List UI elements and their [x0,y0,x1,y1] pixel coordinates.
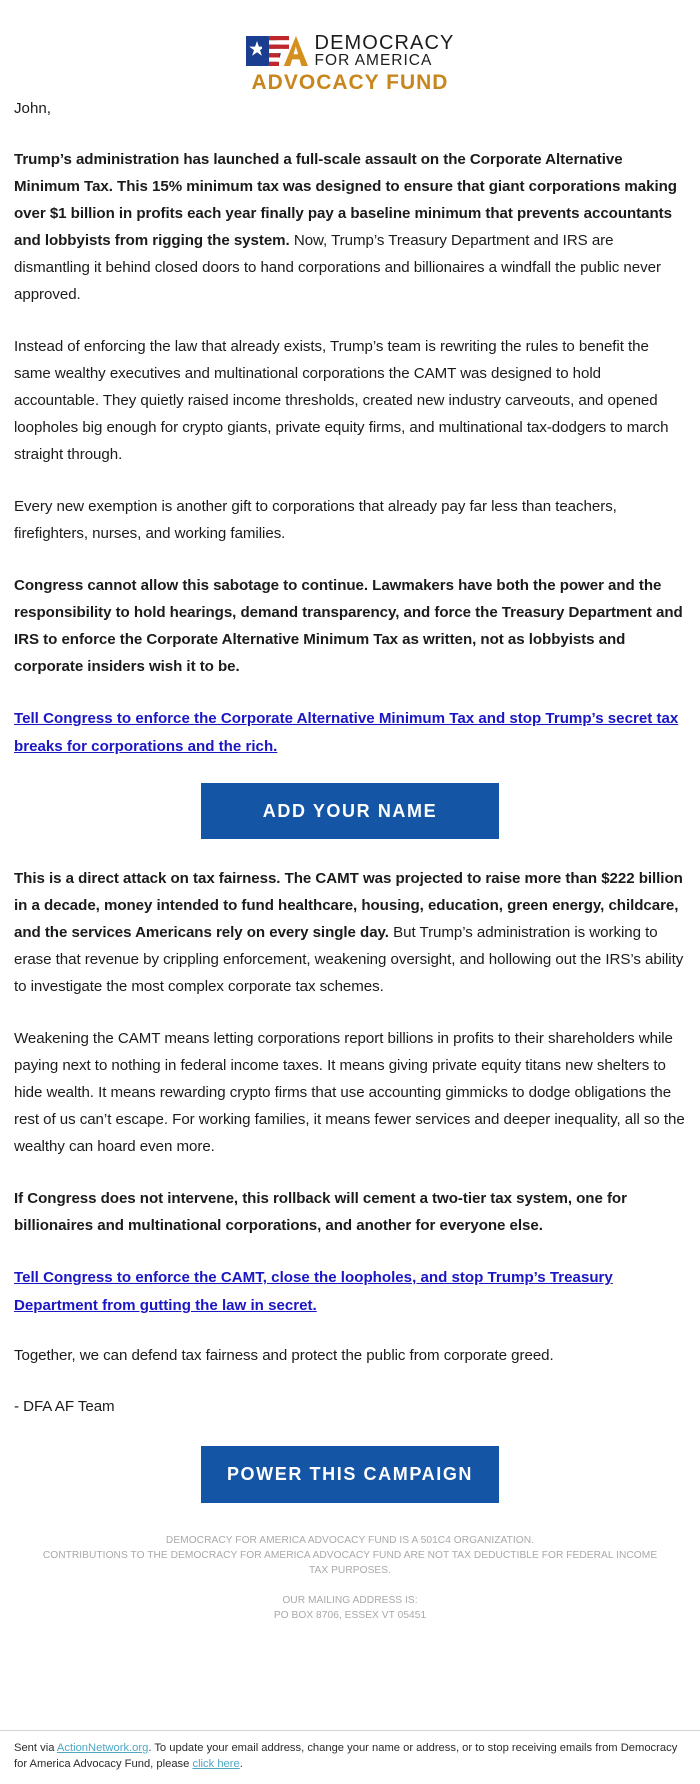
cta-row-secondary [14,1446,686,1503]
dfa-advocacy-fund-logo[interactable] [250,31,455,95]
paragraph-4-bold: Congress cannot allow this sabotage to continue. Lawmakers have both the power and the responsibility to hold hearings, demand transparency, and force the Treasury Department and IRS to enforce the Corporate Alternative Minimum Tax as written, not as lobbyists and corporate insiders wish it to be. [14,577,683,675]
legal-line-2: CONTRIBUTIONS TO THE DEMOCRACY FOR AMERICA ADVOCACY FUND ARE NOT TAX DEDUCTIBLE FOR FEDERAL INCOME TAX PURPOSES. [42,1550,658,1576]
paragraph-2: Instead of enforcing the law that already exists, Trump’s team is rewriting the rules to benefit the same wealthy executives and multinational corporations the CAMT was designed to hold accountable. They quietly raised income thresholds, created new industry carveouts, and opened loopholes big enough for crypto giants, private equity firms, and multinational tax-dodgers to march straight through. [14,338,669,463]
legal-line-3: OUR MAILING ADDRESS IS: [282,1595,418,1606]
paragraph-1 [14,146,686,308]
cta-row-primary [14,783,686,839]
paragraph-8: Together, we can defend tax fairness and protect the public from corporate greed. [14,1347,554,1364]
action-link-1[interactable]: Tell Congress to enforce the Corporate Alternative Minimum Tax and stop Trump’s secret tax breaks for corporations and the rich. [14,710,679,755]
logo-line-1: DEMOCRACY [314,31,455,54]
paragraph-5 [14,865,686,1000]
logo-subtitle: ADVOCACY FUND [251,71,449,94]
provider-text [14,1740,686,1772]
paragraph-1-rest: Now, Trump’s Treasury Department and IRS are dismantling it behind closed doors to hand corporations and billionaires a windfall the public never approved. [14,232,661,303]
sent-via-prefix: Sent via [14,1742,57,1754]
email-header [0,0,700,95]
paragraph-7 [14,1185,686,1239]
legal-spacer [34,1578,666,1593]
provider-middle-text: . To update your email address, change your name or address, or to stop receiving emails from Democracy for America Advocacy Fund, please [14,1742,678,1770]
add-your-name-button[interactable]: ADD YOUR NAME [201,783,499,839]
power-this-campaign-button[interactable]: POWER THIS CAMPAIGN [201,1446,499,1503]
paragraph-3: Every new exemption is another gift to corporations that already pay far less than teachers, firefighters, nurses, and working families. [14,498,617,542]
unsubscribe-link[interactable]: click here [192,1758,240,1770]
logo-top-row [246,32,455,70]
paragraph-6: Weakening the CAMT means letting corporations report billions in profits to their shareholders while paying next to nothing in federal income taxes. It means giving private equity titans new shelters to hide wealth. It means rewarding crypto firms that use accounting gimmicks to dodge obligations the rest of us can’t escape. For working families, it means fewer services and deeper inequality, all so the wealthy can hoard even more. [14,1030,685,1155]
action-link-2[interactable]: Tell Congress to enforce the CAMT, close the loopholes, and stop Trump’s Treasury Department from gutting the law in secret. [14,1269,613,1314]
legal-line-1: DEMOCRACY FOR AMERICA ADVOCACY FUND IS A 501C4 ORGANIZATION. [165,1535,535,1546]
provider-suffix: . [239,1758,243,1770]
paragraph-1-bold: Trump’s administration has launched a full-scale assault on the Corporate Alternative Minimum Tax. This 15% minimum tax was designed to ensure that giant corporations making over $1 billion in profits each year finally pay a baseline minimum that prevents accountants and lobbyists from rigging the system. [14,151,677,249]
dfa-flag-logo-icon [246,32,308,70]
paragraph-5-bold: This is a direct attack on tax fairness. The CAMT was projected to raise more than $222 billion in a decade, money intended to fund healthcare, housing, education, green energy, childcare, and the services Americans rely on every single day. [14,870,683,941]
provider-bottom-bar [0,1730,700,1784]
legal-line-4: PO BOX 8706, ESSEX VT 05451 [273,1610,427,1621]
legal-footer [14,1533,686,1623]
paragraph-5-rest: But Trump’s administration is working to erase that revenue by crippling enforcement, weakening oversight, and hollowing out the IRS’s ability to investigate the most complex corporate tax schemes. [14,924,684,995]
action-link-1-wrapper [14,705,686,761]
action-link-2-wrapper [14,1264,686,1320]
email-body [0,95,700,1623]
paragraph-7-bold: If Congress does not intervene, this rollback will cement a two-tier tax system, one for billionaires and multinational corporations, and another for everyone else. [14,1190,627,1234]
action-network-link[interactable]: ActionNetwork.org [56,1742,149,1754]
logo-wordmark [315,33,455,69]
logo-line-2: FOR AMERICA [314,52,433,70]
paragraph-4 [14,572,686,680]
signoff: - DFA AF Team [14,1398,115,1415]
salutation: John, [14,100,51,117]
